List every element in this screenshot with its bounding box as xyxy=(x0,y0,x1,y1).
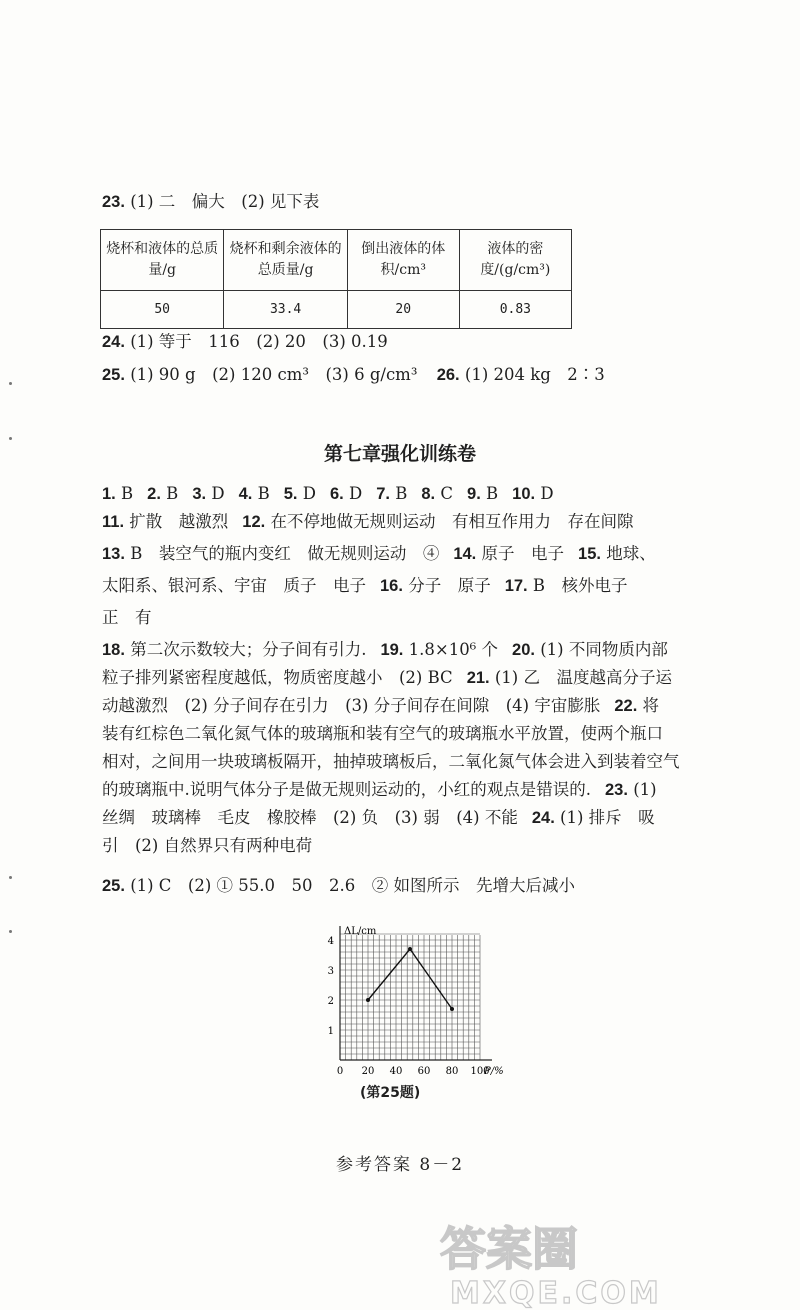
answer-text: 丝绸 玻璃棒 毛皮 橡胶棒 (2) 负 (3) 弱 (4) 不能 xyxy=(102,808,518,827)
answer-text: 在不停地做无规则运动 有相互作用力 存在间隙 xyxy=(270,512,634,531)
answer-text: 将 xyxy=(642,696,660,715)
table-header: 烧杯和液体的总质量/g xyxy=(101,230,224,291)
watermark-title: 答案圈 xyxy=(440,1222,578,1276)
answer-line xyxy=(102,778,657,802)
question-number: 13. xyxy=(102,545,125,563)
answer-text: 第二次示数较大；分子间有引力. xyxy=(130,640,367,659)
answer-line xyxy=(102,834,312,858)
question-number: 12. xyxy=(242,513,266,531)
chapter-title: 第七章强化训练卷 xyxy=(323,443,476,465)
data-point xyxy=(366,998,370,1002)
choice-answer: D xyxy=(302,484,316,503)
answer-text: 相对，之间用一块玻璃板隔开，抽掉玻璃板后，二氧化氮气体会进入到装着空气 xyxy=(102,752,680,771)
question-number: 16. xyxy=(380,577,403,595)
question-number: 21. xyxy=(466,669,490,687)
answer-text: 地球、 xyxy=(606,544,656,563)
question-number: 10. xyxy=(512,485,536,503)
table-cell: 0.83 xyxy=(459,291,571,329)
question-number: 14. xyxy=(453,545,477,563)
choice-answer: B xyxy=(395,484,408,503)
question-number: 25. xyxy=(102,877,125,895)
data-point xyxy=(408,947,412,951)
question-number: 8. xyxy=(421,485,436,503)
answer-line xyxy=(102,806,655,830)
x-tick-label: 100 xyxy=(470,1066,490,1077)
question-number: 15. xyxy=(578,545,601,563)
answer-text: (1) 等于 116 (2) 20 (3) 0.19 xyxy=(130,332,388,351)
x-tick-label: 60 xyxy=(417,1066,431,1077)
watermark-site: MXQE.COM xyxy=(450,1276,662,1310)
table-cell: 33.4 xyxy=(224,291,347,329)
choice-answer: B xyxy=(257,484,270,503)
question-number: 3. xyxy=(192,485,207,503)
answer-text: (1) 乙 温度越高分子运 xyxy=(494,668,672,687)
answer-25-26 xyxy=(102,363,605,387)
question-number: 17. xyxy=(504,577,528,595)
answer-line xyxy=(102,638,668,662)
answer-text: (1) 排斥 吸 xyxy=(560,808,655,827)
figure-caption: (第25题) xyxy=(360,1085,421,1101)
choice-answer: D xyxy=(540,484,554,503)
answer-line xyxy=(102,542,656,566)
y-tick-label: 2 xyxy=(327,996,334,1007)
question-number: 1. xyxy=(102,485,116,503)
data-point xyxy=(450,1007,454,1011)
answer-text: B 装空气的瓶内变红 做无规则运动 ④ xyxy=(130,544,440,563)
question-number: 5. xyxy=(283,485,298,503)
answer-23 xyxy=(102,190,319,214)
question-number: 26. xyxy=(436,366,460,384)
answer-text: 正 有 xyxy=(102,608,152,627)
answer-text: 分子 原子 xyxy=(408,576,491,595)
scan-mark xyxy=(9,876,12,879)
page-footer: 参考答案 8－2 xyxy=(335,1155,465,1175)
question-number: 24. xyxy=(531,809,555,827)
choice-answer: B xyxy=(121,484,134,503)
answer-text: 的玻璃瓶中.说明气体分子是做无规则运动的，小红的观点是错误的. xyxy=(102,780,591,799)
table-cell: 20 xyxy=(347,291,459,329)
answer-text: 太阳系、银河系、宇宙 质子 电子 xyxy=(102,576,366,595)
choice-answer: D xyxy=(348,484,363,503)
question-number: 18. xyxy=(102,641,125,659)
answer-text: 扩散 越激烈 xyxy=(129,512,229,531)
answer-line xyxy=(102,694,659,718)
y-axis-label: ΔL/cm xyxy=(344,926,377,937)
answer-text: 动越激烈 (2) 分子间存在引力 (3) 分子间存在间隙 (4) 宇宙膨胀 xyxy=(102,696,601,715)
answer-text: B 核外电子 xyxy=(532,576,628,595)
table-header: 烧杯和剩余液体的总质量/g xyxy=(224,230,347,291)
choice-answer: B xyxy=(486,484,499,503)
table-header: 倒出液体的体积/cm³ xyxy=(347,230,459,291)
watermark-logo xyxy=(420,1215,800,1310)
x-tick-label: 40 xyxy=(389,1066,403,1077)
answer-text: 原子 电子 xyxy=(481,544,565,563)
answer-line xyxy=(102,510,633,534)
answer-line xyxy=(102,722,663,746)
multiple-choice-answers xyxy=(102,482,554,506)
series-line xyxy=(368,949,452,1009)
choice-answer: D xyxy=(211,484,225,503)
table-cell: 50 xyxy=(101,291,224,329)
answer-text: (1) 204 kg 2∶3 xyxy=(464,365,605,384)
answer-text: 引 (2) 自然界只有两种电荷 xyxy=(102,836,313,855)
question-number: 7. xyxy=(376,485,390,503)
x-axis-label: P/% xyxy=(484,1066,504,1077)
question-number: 20. xyxy=(512,641,535,659)
x-tick-label: 20 xyxy=(361,1066,375,1077)
data-table xyxy=(100,229,572,329)
scan-mark xyxy=(9,930,12,933)
answer-line xyxy=(102,750,680,774)
table-header-row xyxy=(101,230,572,291)
question-number: 4. xyxy=(238,485,253,503)
question-number: 23. xyxy=(102,193,125,211)
table-header: 液体的密度/(g/cm³) xyxy=(459,230,571,291)
answer-line xyxy=(102,606,152,630)
question-number: 9. xyxy=(467,485,481,503)
x-tick-label: 80 xyxy=(445,1066,459,1077)
question-number: 24. xyxy=(102,333,125,351)
question-number: 2. xyxy=(147,485,161,503)
answer-text: 1.8×10⁶ 个 xyxy=(408,640,499,659)
y-tick-label: 4 xyxy=(327,936,334,947)
table-row xyxy=(101,291,572,329)
answer-text: 粒子排列紧密程度越低，物质密度越小 (2) BC xyxy=(102,668,453,687)
answer-text: (1) 不同物质内部 xyxy=(540,640,668,659)
question-number: 23. xyxy=(605,781,628,799)
question-number: 25. xyxy=(102,366,125,384)
answer-line xyxy=(102,574,628,598)
question-number: 11. xyxy=(102,513,125,531)
question-number: 22. xyxy=(614,697,638,715)
answer-text: 装有红棕色二氧化氮气体的玻璃瓶和装有空气的玻璃瓶水平放置，使两个瓶口 xyxy=(102,724,663,743)
question-number: 6. xyxy=(329,485,344,503)
choice-answer: C xyxy=(440,484,454,503)
choice-answer: B xyxy=(166,484,179,503)
answer-line xyxy=(102,666,672,690)
y-tick-label: 3 xyxy=(327,966,334,977)
question-number: 19. xyxy=(380,641,404,659)
answer-text: (1) C (2) ① 55.0 50 2.6 ② 如图所示 先增大后减小 xyxy=(130,876,576,895)
answer-text: (1) 二 偏大 (2) 见下表 xyxy=(130,192,320,211)
y-tick-label: 1 xyxy=(327,1026,334,1037)
answer-24 xyxy=(102,330,388,354)
scan-mark xyxy=(9,382,12,385)
x-tick-label: 0 xyxy=(336,1066,344,1077)
answer-text: (1) xyxy=(633,780,657,799)
answer-text: (1) 90 g (2) 120 cm³ (3) 6 g/cm³ xyxy=(130,365,418,384)
answer-line xyxy=(102,874,575,898)
